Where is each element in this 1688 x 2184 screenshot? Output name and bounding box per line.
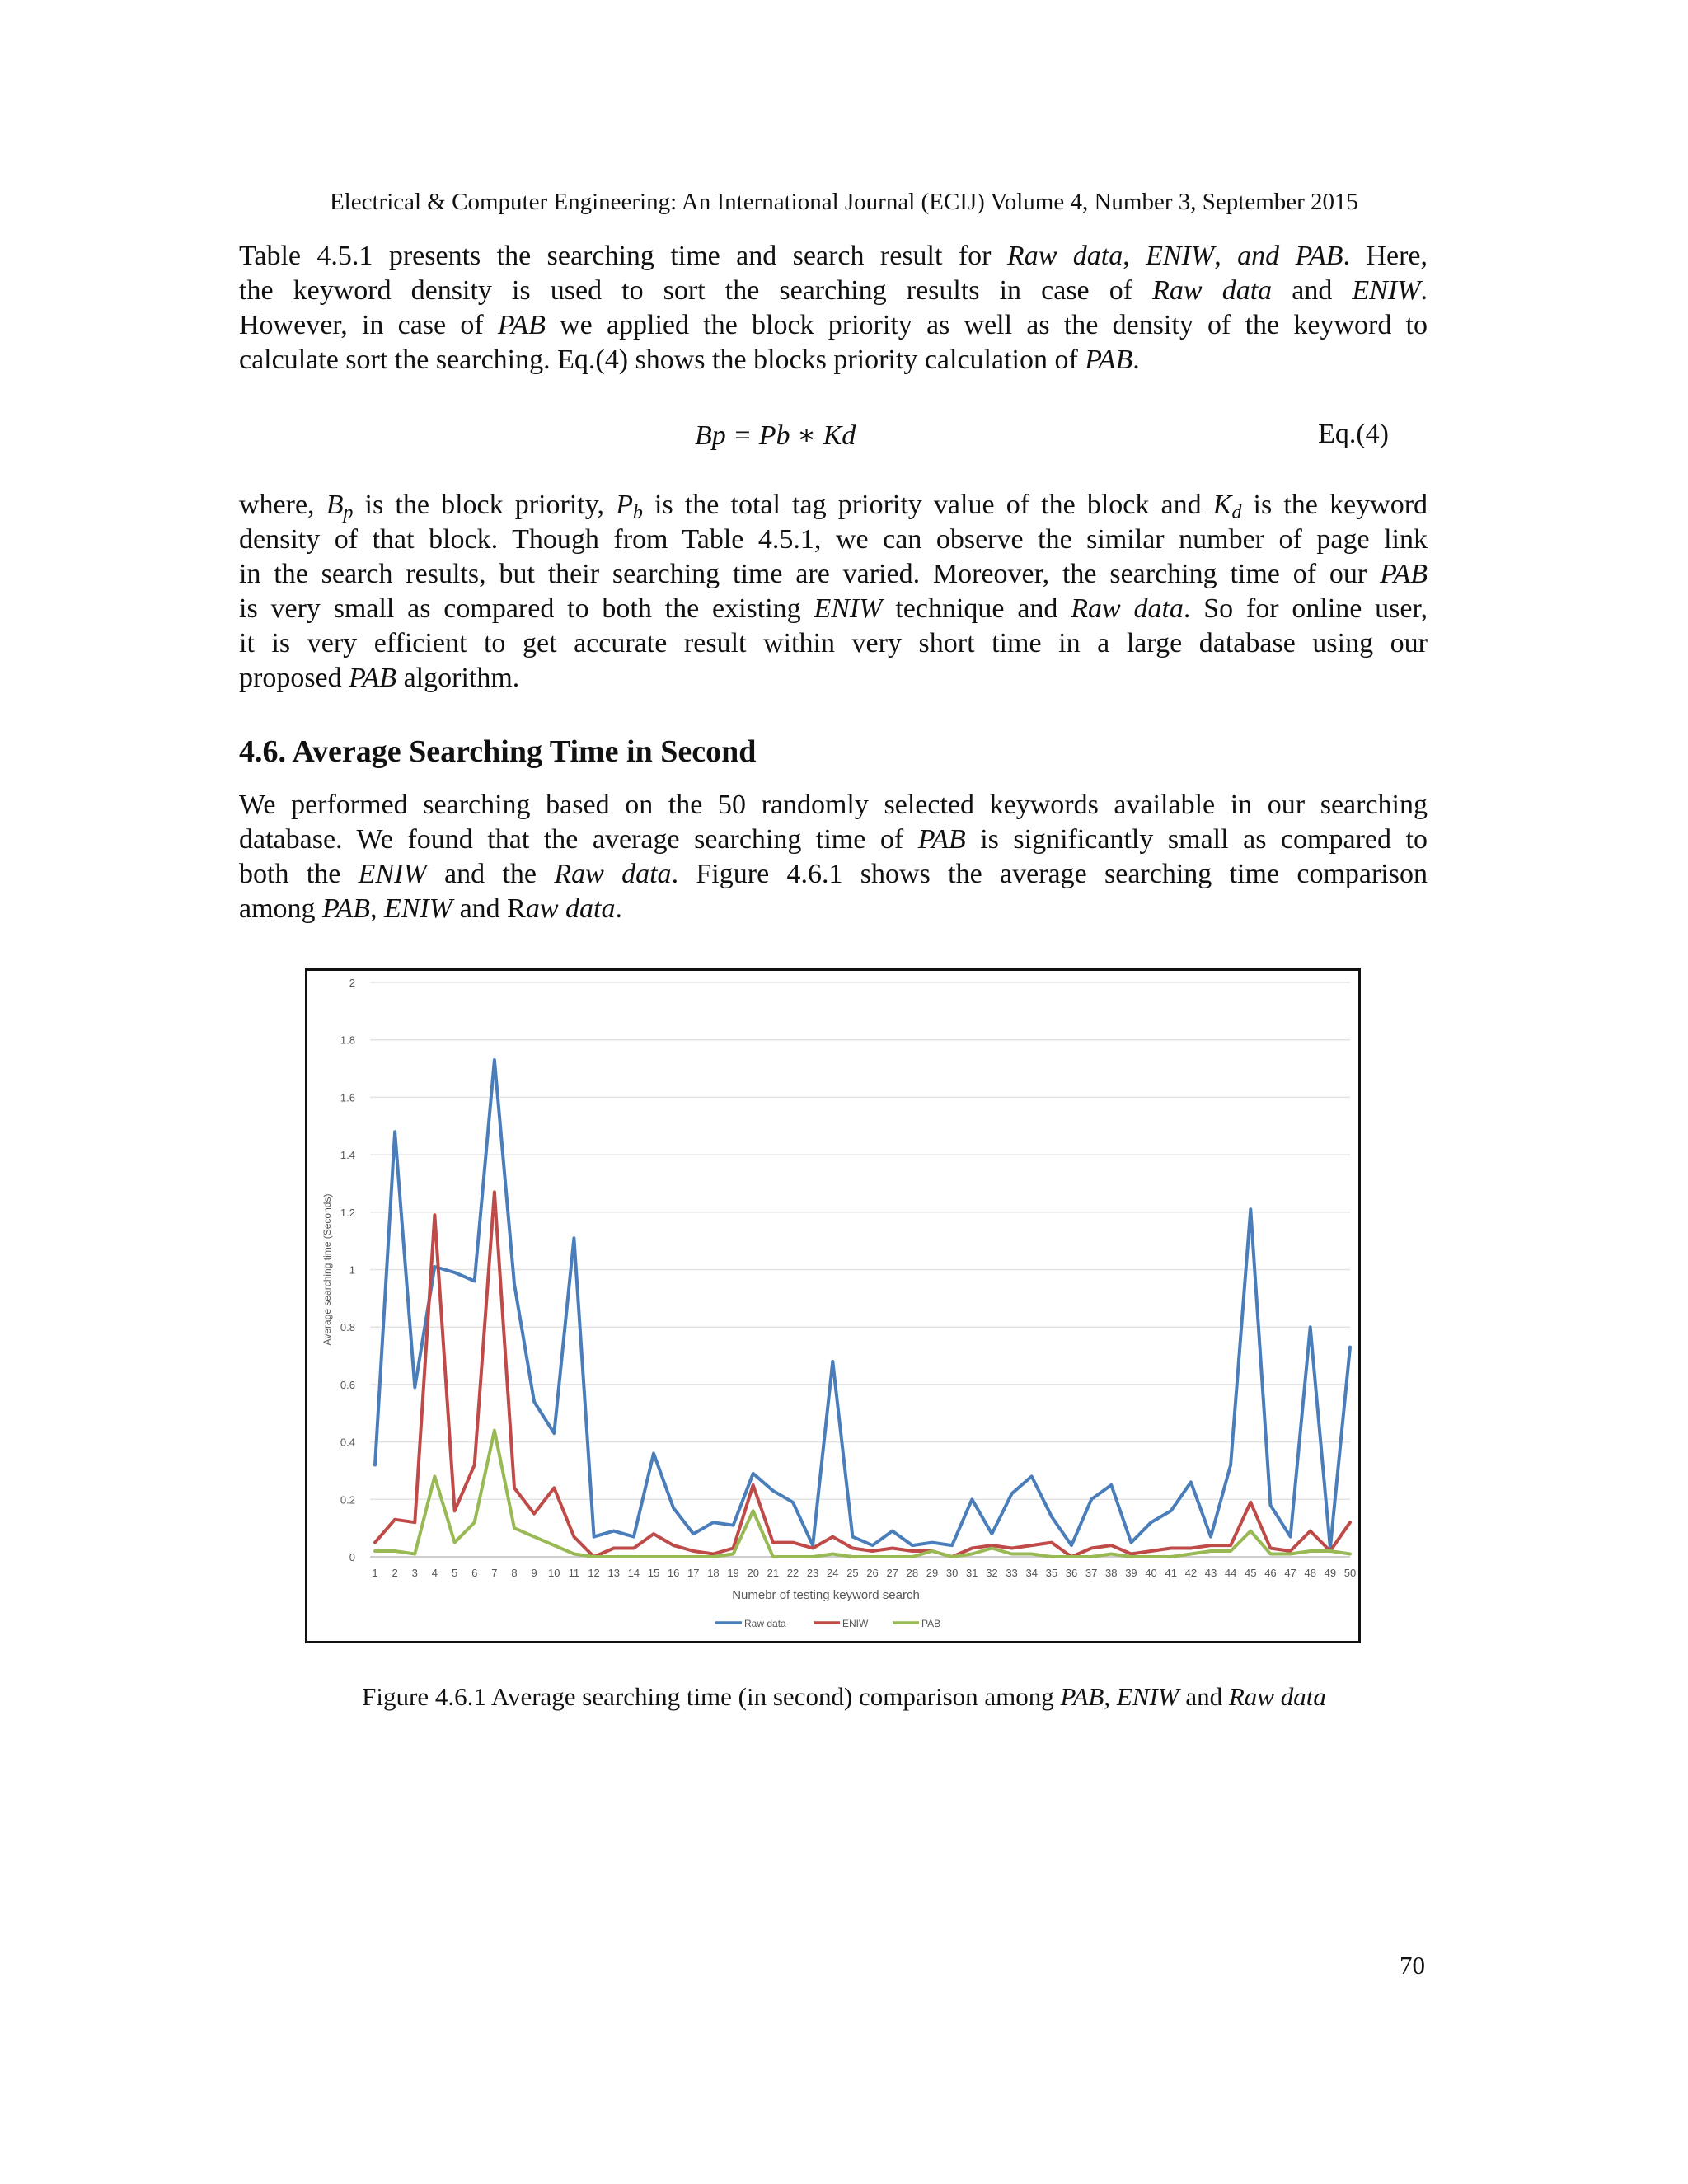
legend-label: Raw data <box>744 1618 786 1629</box>
figure-chart <box>305 968 1361 1643</box>
paragraph-line: among PAB, ENIW and Raw data. <box>239 893 622 924</box>
paragraph-line: it is very efficient to get accurate result within very short time in a large database using our <box>239 628 1428 658</box>
x-tick-label: 23 <box>806 1567 819 1579</box>
paragraph-average-searching <box>239 788 1428 926</box>
paragraph-line: However, in case of PAB we applied the block priority as well as the density of the keyword to <box>239 310 1428 340</box>
x-tick-label: 36 <box>1065 1567 1078 1579</box>
x-tick-label: 9 <box>531 1567 537 1579</box>
x-tick-label: 19 <box>727 1567 739 1579</box>
x-tick-label: 48 <box>1304 1567 1316 1579</box>
x-tick-label: 21 <box>767 1567 780 1579</box>
x-tick-label: 34 <box>1025 1567 1038 1579</box>
x-tick-label: 8 <box>511 1567 518 1579</box>
y-tick-label: 0.6 <box>340 1378 355 1391</box>
y-tick-label: 1.4 <box>340 1149 355 1162</box>
x-tick-label: 7 <box>491 1567 498 1579</box>
y-tick-label: 2 <box>349 977 355 989</box>
x-tick-label: 17 <box>687 1567 700 1579</box>
paragraph-table-description <box>239 239 1428 377</box>
paragraph-line: Table 4.5.1 presents the searching time and search result for Raw data, ENIW, and PAB. Here, <box>239 241 1428 271</box>
y-tick-label: 0.4 <box>340 1436 355 1449</box>
section-heading: 4.6. Average Searching Time in Second <box>239 734 757 769</box>
x-tick-label: 37 <box>1085 1567 1098 1579</box>
x-tick-label: 27 <box>886 1567 898 1579</box>
x-tick-label: 44 <box>1224 1567 1237 1579</box>
y-tick-label: 1.6 <box>340 1091 355 1104</box>
y-tick-label: 1.2 <box>340 1206 355 1219</box>
series-line-eniw <box>375 1192 1350 1557</box>
figure-caption: Figure 4.6.1 Average searching time (in second) comparison among PAB, ENIW and Raw data <box>362 1682 1326 1711</box>
x-tick-label: 38 <box>1105 1567 1118 1579</box>
series-line-pab <box>375 1431 1350 1557</box>
x-tick-label: 40 <box>1145 1567 1157 1579</box>
paragraph-line: proposed PAB algorithm. <box>239 663 520 693</box>
line-chart <box>307 971 1358 1641</box>
x-tick-label: 41 <box>1165 1567 1177 1579</box>
paragraph-line: database. We found that the average searching time of PAB is significantly small as compared to <box>239 824 1428 855</box>
series-line-raw-data <box>375 1060 1350 1548</box>
x-tick-label: 28 <box>906 1567 919 1579</box>
paragraph-line: is very small as compared to both the existing ENIW technique and Raw data. So for online user, <box>239 593 1428 624</box>
paragraph-line: both the ENIW and the Raw data. Figure 4.6.1 shows the average searching time comparison <box>239 859 1428 889</box>
x-tick-label: 15 <box>647 1567 660 1579</box>
x-tick-label: 4 <box>431 1567 438 1579</box>
paragraph-line: We performed searching based on the 50 randomly selected keywords available in our searching <box>239 790 1428 820</box>
x-tick-label: 11 <box>568 1567 580 1579</box>
x-tick-label: 18 <box>707 1567 720 1579</box>
x-tick-label: 35 <box>1045 1567 1058 1579</box>
x-tick-label: 16 <box>667 1567 680 1579</box>
x-tick-label: 3 <box>411 1567 418 1579</box>
x-tick-label: 24 <box>827 1567 839 1579</box>
x-tick-label: 46 <box>1264 1567 1277 1579</box>
x-tick-label: 14 <box>627 1567 640 1579</box>
x-tick-label: 31 <box>966 1567 978 1579</box>
x-tick-label: 39 <box>1125 1567 1137 1579</box>
y-axis-title: Average searching time (Seconds) <box>321 1193 333 1346</box>
equation-label: Eq.(4) <box>1318 419 1389 449</box>
x-tick-label: 12 <box>588 1567 600 1579</box>
x-tick-label: 49 <box>1324 1567 1337 1579</box>
running-header-text: Electrical & Computer Engineering: An International Journal (ECIJ) Volume 4, Number 3, September 2015 <box>329 189 1359 215</box>
y-tick-label: 0 <box>349 1551 355 1563</box>
x-tick-label: 26 <box>866 1567 879 1579</box>
legend-label: PAB <box>921 1618 941 1629</box>
x-tick-label: 42 <box>1184 1567 1198 1579</box>
page-number: 70 <box>1400 1951 1425 1980</box>
paragraph-line: calculate sort the searching. Eq.(4) shows the blocks priority calculation of PAB. <box>239 344 1140 375</box>
x-tick-label: 22 <box>786 1567 799 1579</box>
equation-block-priority <box>239 419 1389 457</box>
x-tick-label: 45 <box>1245 1567 1257 1579</box>
x-axis-title: Numebr of testing keyword search <box>732 1588 920 1602</box>
x-tick-label: 30 <box>945 1567 959 1579</box>
x-tick-label: 25 <box>846 1567 859 1579</box>
x-tick-label: 2 <box>392 1567 398 1579</box>
x-tick-label: 1 <box>372 1567 378 1579</box>
paragraph-line: the keyword density is used to sort the searching results in case of Raw data and ENIW. <box>239 275 1428 306</box>
paragraph-equation-explanation <box>239 488 1428 696</box>
running-header <box>0 188 1688 216</box>
x-tick-label: 6 <box>471 1567 478 1579</box>
x-tick-label: 50 <box>1343 1567 1357 1579</box>
paragraph-line: in the search results, but their searching time are varied. Moreover, the searching time of our PAB <box>239 559 1428 589</box>
x-tick-label: 47 <box>1284 1567 1296 1579</box>
x-tick-label: 5 <box>451 1567 458 1579</box>
y-tick-label: 1 <box>349 1263 355 1277</box>
x-tick-label: 10 <box>548 1567 560 1579</box>
x-tick-label: 32 <box>986 1567 998 1579</box>
legend-label: ENIW <box>842 1618 869 1629</box>
y-tick-label: 0.8 <box>340 1321 355 1334</box>
x-tick-label: 43 <box>1204 1567 1217 1579</box>
x-tick-label: 29 <box>926 1567 939 1579</box>
equation-expression: Bp = Pb ∗ Kd <box>695 420 856 451</box>
y-tick-label: 1.8 <box>340 1033 355 1047</box>
x-tick-label: 13 <box>607 1567 620 1579</box>
paragraph-line: density of that block. Though from Table 4.5.1, we can observe the similar number of page link <box>239 524 1428 555</box>
x-tick-label: 20 <box>747 1567 759 1579</box>
paragraph-line: where, $B_p$ is the block priority, $P_b$ is the total tag priority value of the block and $K_d$ is the keyword <box>239 490 1428 523</box>
x-tick-label: 33 <box>1006 1567 1018 1579</box>
y-tick-label: 0.2 <box>340 1493 355 1507</box>
